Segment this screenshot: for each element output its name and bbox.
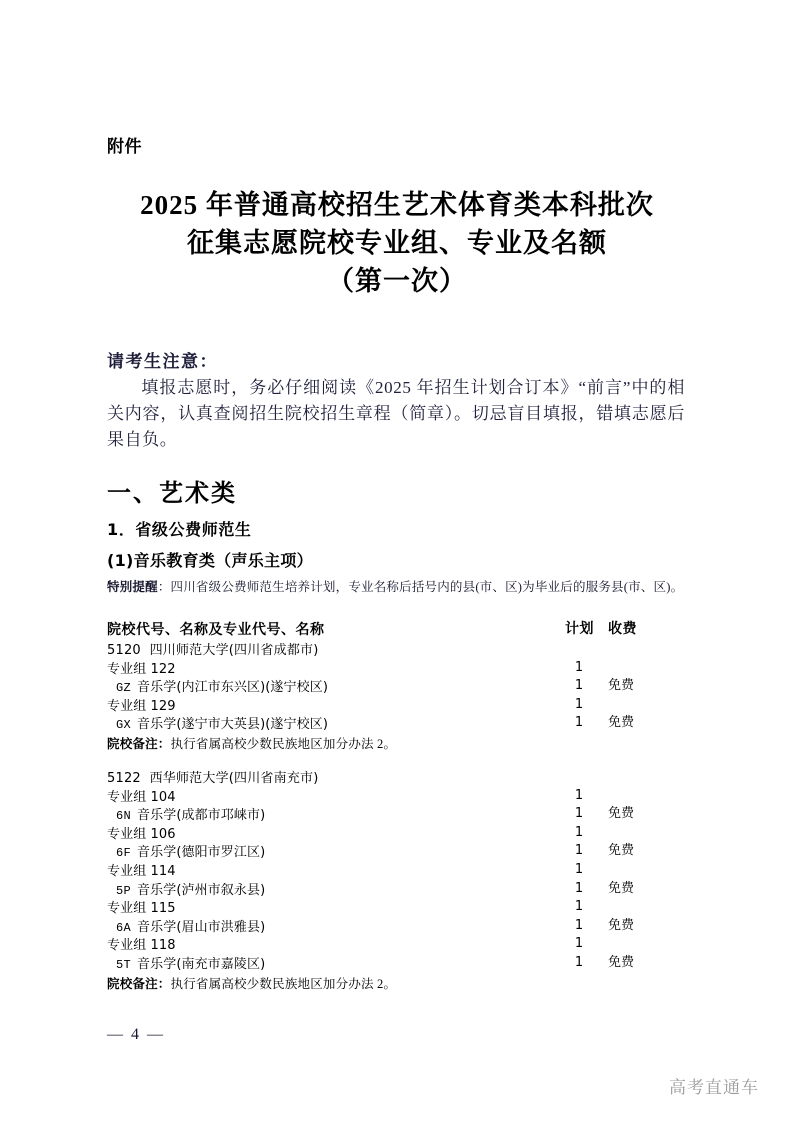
plan-count: 1 <box>574 824 584 840</box>
major-code: 6A <box>116 920 132 935</box>
table-row <box>107 880 695 899</box>
table-row <box>107 954 695 973</box>
school-remark-row <box>107 973 695 992</box>
page-title-line-3: （第一次） <box>327 266 467 296</box>
major-code: 6N <box>116 809 132 824</box>
table-row <box>107 824 695 843</box>
school-header-row <box>107 640 695 659</box>
major-group-label: 专业组 114 <box>107 863 176 879</box>
table-row <box>107 696 695 715</box>
major-name: 音乐学(内江市东兴区)(遂宁校区) <box>137 680 329 696</box>
plan-count: 1 <box>574 861 584 877</box>
section-heading-provincial-funded: 1．省级公费师范生 <box>107 520 252 539</box>
table-row <box>107 935 695 954</box>
major-name: 音乐学(南充市嘉陵区) <box>137 956 266 972</box>
table-row <box>107 898 695 917</box>
plan-count: 1 <box>574 954 584 970</box>
fee-value: 免费 <box>608 917 635 933</box>
section-heading-art-category: 一、艺术类 <box>107 479 237 507</box>
page-title-line-1: 2025 年普通高校招生艺术体育类本科批次 <box>140 190 654 220</box>
page-title-line-2: 征集志愿院校专业组、专业及名额 <box>187 228 607 258</box>
table-row <box>107 805 695 824</box>
table-row <box>107 861 695 880</box>
special-reminder-text: ：四川省级公费师范生培养计划，专业名称后括号内的县(市、区)为毕业后的服务县(市、区)。 <box>157 580 684 594</box>
plan-count: 1 <box>574 715 584 731</box>
fee-value: 免费 <box>608 843 635 859</box>
school-remark-text: 执行省属高校少数民族地区加分办法 2。 <box>170 736 397 751</box>
page-number: — 4 — <box>107 1026 165 1043</box>
table-row <box>107 842 695 861</box>
plan-count: 1 <box>574 696 584 712</box>
major-code: 5P <box>116 883 132 898</box>
major-group-label: 专业组 104 <box>107 789 176 805</box>
school-code: 5120 <box>107 643 141 658</box>
plan-count: 1 <box>574 899 584 915</box>
major-name: 音乐学(眉山市洪雅县) <box>137 919 266 935</box>
school-remark <box>107 974 396 994</box>
school-block-spacer <box>107 752 695 768</box>
plan-count: 1 <box>574 806 584 822</box>
school-remark-label: 院校备注： <box>107 735 171 751</box>
notice-heading: 请考生注意： <box>107 352 218 371</box>
major-name: 音乐学(遂宁市大英县)(遂宁校区) <box>137 717 329 733</box>
major-code: 5T <box>116 957 132 972</box>
major-group-label: 专业组 115 <box>107 901 176 917</box>
candidate-notice <box>107 349 685 453</box>
column-header-fee: 收费 <box>608 621 637 637</box>
table-row <box>107 787 695 806</box>
table-header-row <box>107 618 695 640</box>
notice-body <box>107 375 685 453</box>
major-group-label: 专业组 129 <box>107 698 176 714</box>
major-group-label: 专业组 122 <box>107 661 176 677</box>
plan-count: 1 <box>574 678 584 694</box>
major-group-label: 专业组 118 <box>107 938 176 954</box>
plan-count: 1 <box>574 843 584 859</box>
special-reminder-label: 特别提醒 <box>107 579 158 594</box>
school-name: 四川师范大学(四川省成都市) <box>149 643 319 658</box>
table-row <box>107 714 695 733</box>
major-code: GZ <box>116 681 132 696</box>
major-group-label: 专业组 106 <box>107 826 176 842</box>
major-name: 音乐学(德阳市罗江区) <box>137 845 266 861</box>
school-remark-label: 院校备注： <box>107 975 171 991</box>
major-code: GX <box>116 718 132 733</box>
plan-count: 1 <box>574 880 584 896</box>
table-row <box>107 659 695 678</box>
page-title <box>107 186 687 300</box>
school-remark-text: 执行省属高校少数民族地区加分办法 2。 <box>170 976 397 991</box>
school-remark <box>107 734 396 754</box>
plan-count: 1 <box>574 917 584 933</box>
fee-value: 免费 <box>608 715 635 731</box>
fee-value: 免费 <box>608 678 635 694</box>
major-name: 音乐学(成都市邛崃市) <box>137 808 266 824</box>
notice-body-text: 填报志愿时，务必仔细阅读《2025 年招生计划合订本》“前言”中的相关内容，认真查阅招生院校招生章程（简章）。切忌盲目填报，错填志愿后果自负。 <box>107 378 685 449</box>
fee-value: 免费 <box>608 954 635 970</box>
attachment-label: 附件 <box>107 137 142 157</box>
school-name: 西华师范大学(四川省南充市) <box>149 770 319 786</box>
school-code: 5122 <box>107 770 141 786</box>
major-name: 音乐学(泸州市叙永县) <box>137 882 266 898</box>
watermark: 高考直通车 <box>669 1078 759 1098</box>
plan-count: 1 <box>574 787 584 803</box>
school-remark-row <box>107 733 695 752</box>
fee-value: 免费 <box>608 880 635 896</box>
column-header-name: 院校代号、名称及专业代号、名称 <box>107 622 325 638</box>
plan-count: 1 <box>574 936 584 952</box>
plan-count: 1 <box>574 659 584 675</box>
table-row <box>107 917 695 936</box>
plan-table <box>107 618 695 992</box>
section-heading-music-education: (1)音乐教育类（声乐主项） <box>107 551 313 570</box>
table-row <box>107 677 695 696</box>
column-header-plan: 计划 <box>565 621 594 637</box>
fee-value: 免费 <box>608 806 635 822</box>
major-code: 6F <box>116 846 132 861</box>
school-header-row <box>107 768 695 787</box>
special-reminder <box>107 578 695 596</box>
